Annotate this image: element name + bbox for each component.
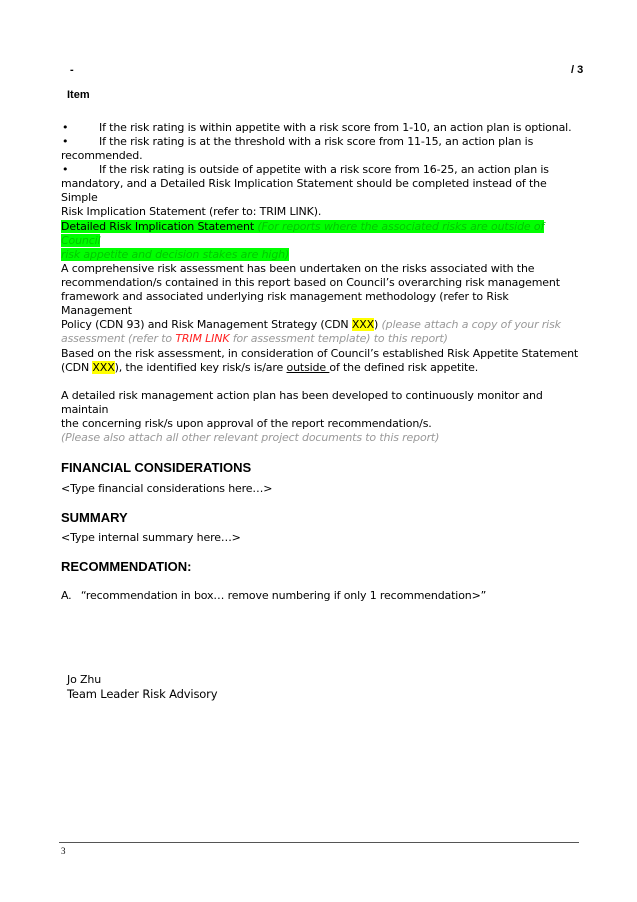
- signatory-role: Team Leader Risk Advisory: [67, 687, 218, 701]
- signature-block: [67, 673, 587, 701]
- detailed-statement-heading: Detailed Risk Implication Statement (For reports where the associated risks are outside of Council risk appetite and decision stakes are high): [61, 220, 545, 261]
- cdn-placeholder: XXX: [92, 361, 115, 374]
- recommendation-text: “recommendation in box… remove numbering if only 1 recommendation>”: [80, 589, 487, 602]
- header-dash: -: [70, 64, 74, 76]
- header-item-label: Item: [67, 89, 90, 101]
- cdn-placeholder: XXX: [351, 318, 375, 331]
- footer-divider: [59, 842, 579, 843]
- bullet-outside-appetite: • If the risk rating is outside of appetite with a risk score from 16-25, an action plan is mandatory, and a Detailed Risk Implication Statement should be completed instead of the Simple Risk Implication Statement (refer to: TRIM LINK).: [61, 163, 549, 218]
- financial-considerations-text: <Type financial considerations here…>: [61, 482, 273, 495]
- header-page-total: / 3: [571, 64, 584, 76]
- bullet-threshold: • If the risk rating is at the threshold with a risk score from 11-15, an action plan is recommended.: [61, 135, 534, 162]
- summary-text: <Type internal summary here…>: [61, 531, 241, 544]
- recommendation-heading: RECOMMENDATION:: [61, 559, 192, 574]
- financial-considerations-heading: FINANCIAL CONSIDERATIONS: [61, 460, 252, 475]
- bullet-dot-icon: •: [62, 163, 69, 176]
- recommendation-item: [61, 589, 581, 603]
- bullet-within-appetite: • If the risk rating is within appetite with a risk score from 1-10, an action plan is optional.: [62, 121, 572, 134]
- footer-page-number: 3: [61, 846, 66, 856]
- bullet-dot-icon: •: [62, 121, 69, 134]
- risk-appetite-paragraph: Based on the risk assessment, in consideration of Council’s established Risk Appetite Statement (CDN XXX), the identified key risk/s is/are outside of the defined risk appetite.: [61, 347, 579, 374]
- bullet-dot-icon: •: [62, 135, 69, 148]
- signatory-name: Jo Zhu: [67, 673, 102, 686]
- risk-assessment-paragraph: A comprehensive risk assessment has been undertaken on the risks associated with the recommendation/s contained in this report based on Council’s overarching risk management framework and associated underlying risk management methodology (refer to Risk Management Policy (CDN 93) and Risk Management Strategy (CDN XXX) (please attach a copy of your risk assessment (refer to TRIM LINK for assessment template) to this report): [61, 262, 561, 345]
- trim-link[interactable]: TRIM LINK: [175, 332, 230, 345]
- recommendation-letter: A.: [61, 589, 72, 602]
- risk-rating-bullets: [61, 121, 581, 219]
- summary-heading: SUMMARY: [61, 510, 128, 525]
- action-plan-paragraph: A detailed risk management action plan has been developed to continuously monitor and maintain the concerning risk/s upon approval of the report recommendation/s. (Please also attach all other relevant project documents to this report): [61, 389, 543, 444]
